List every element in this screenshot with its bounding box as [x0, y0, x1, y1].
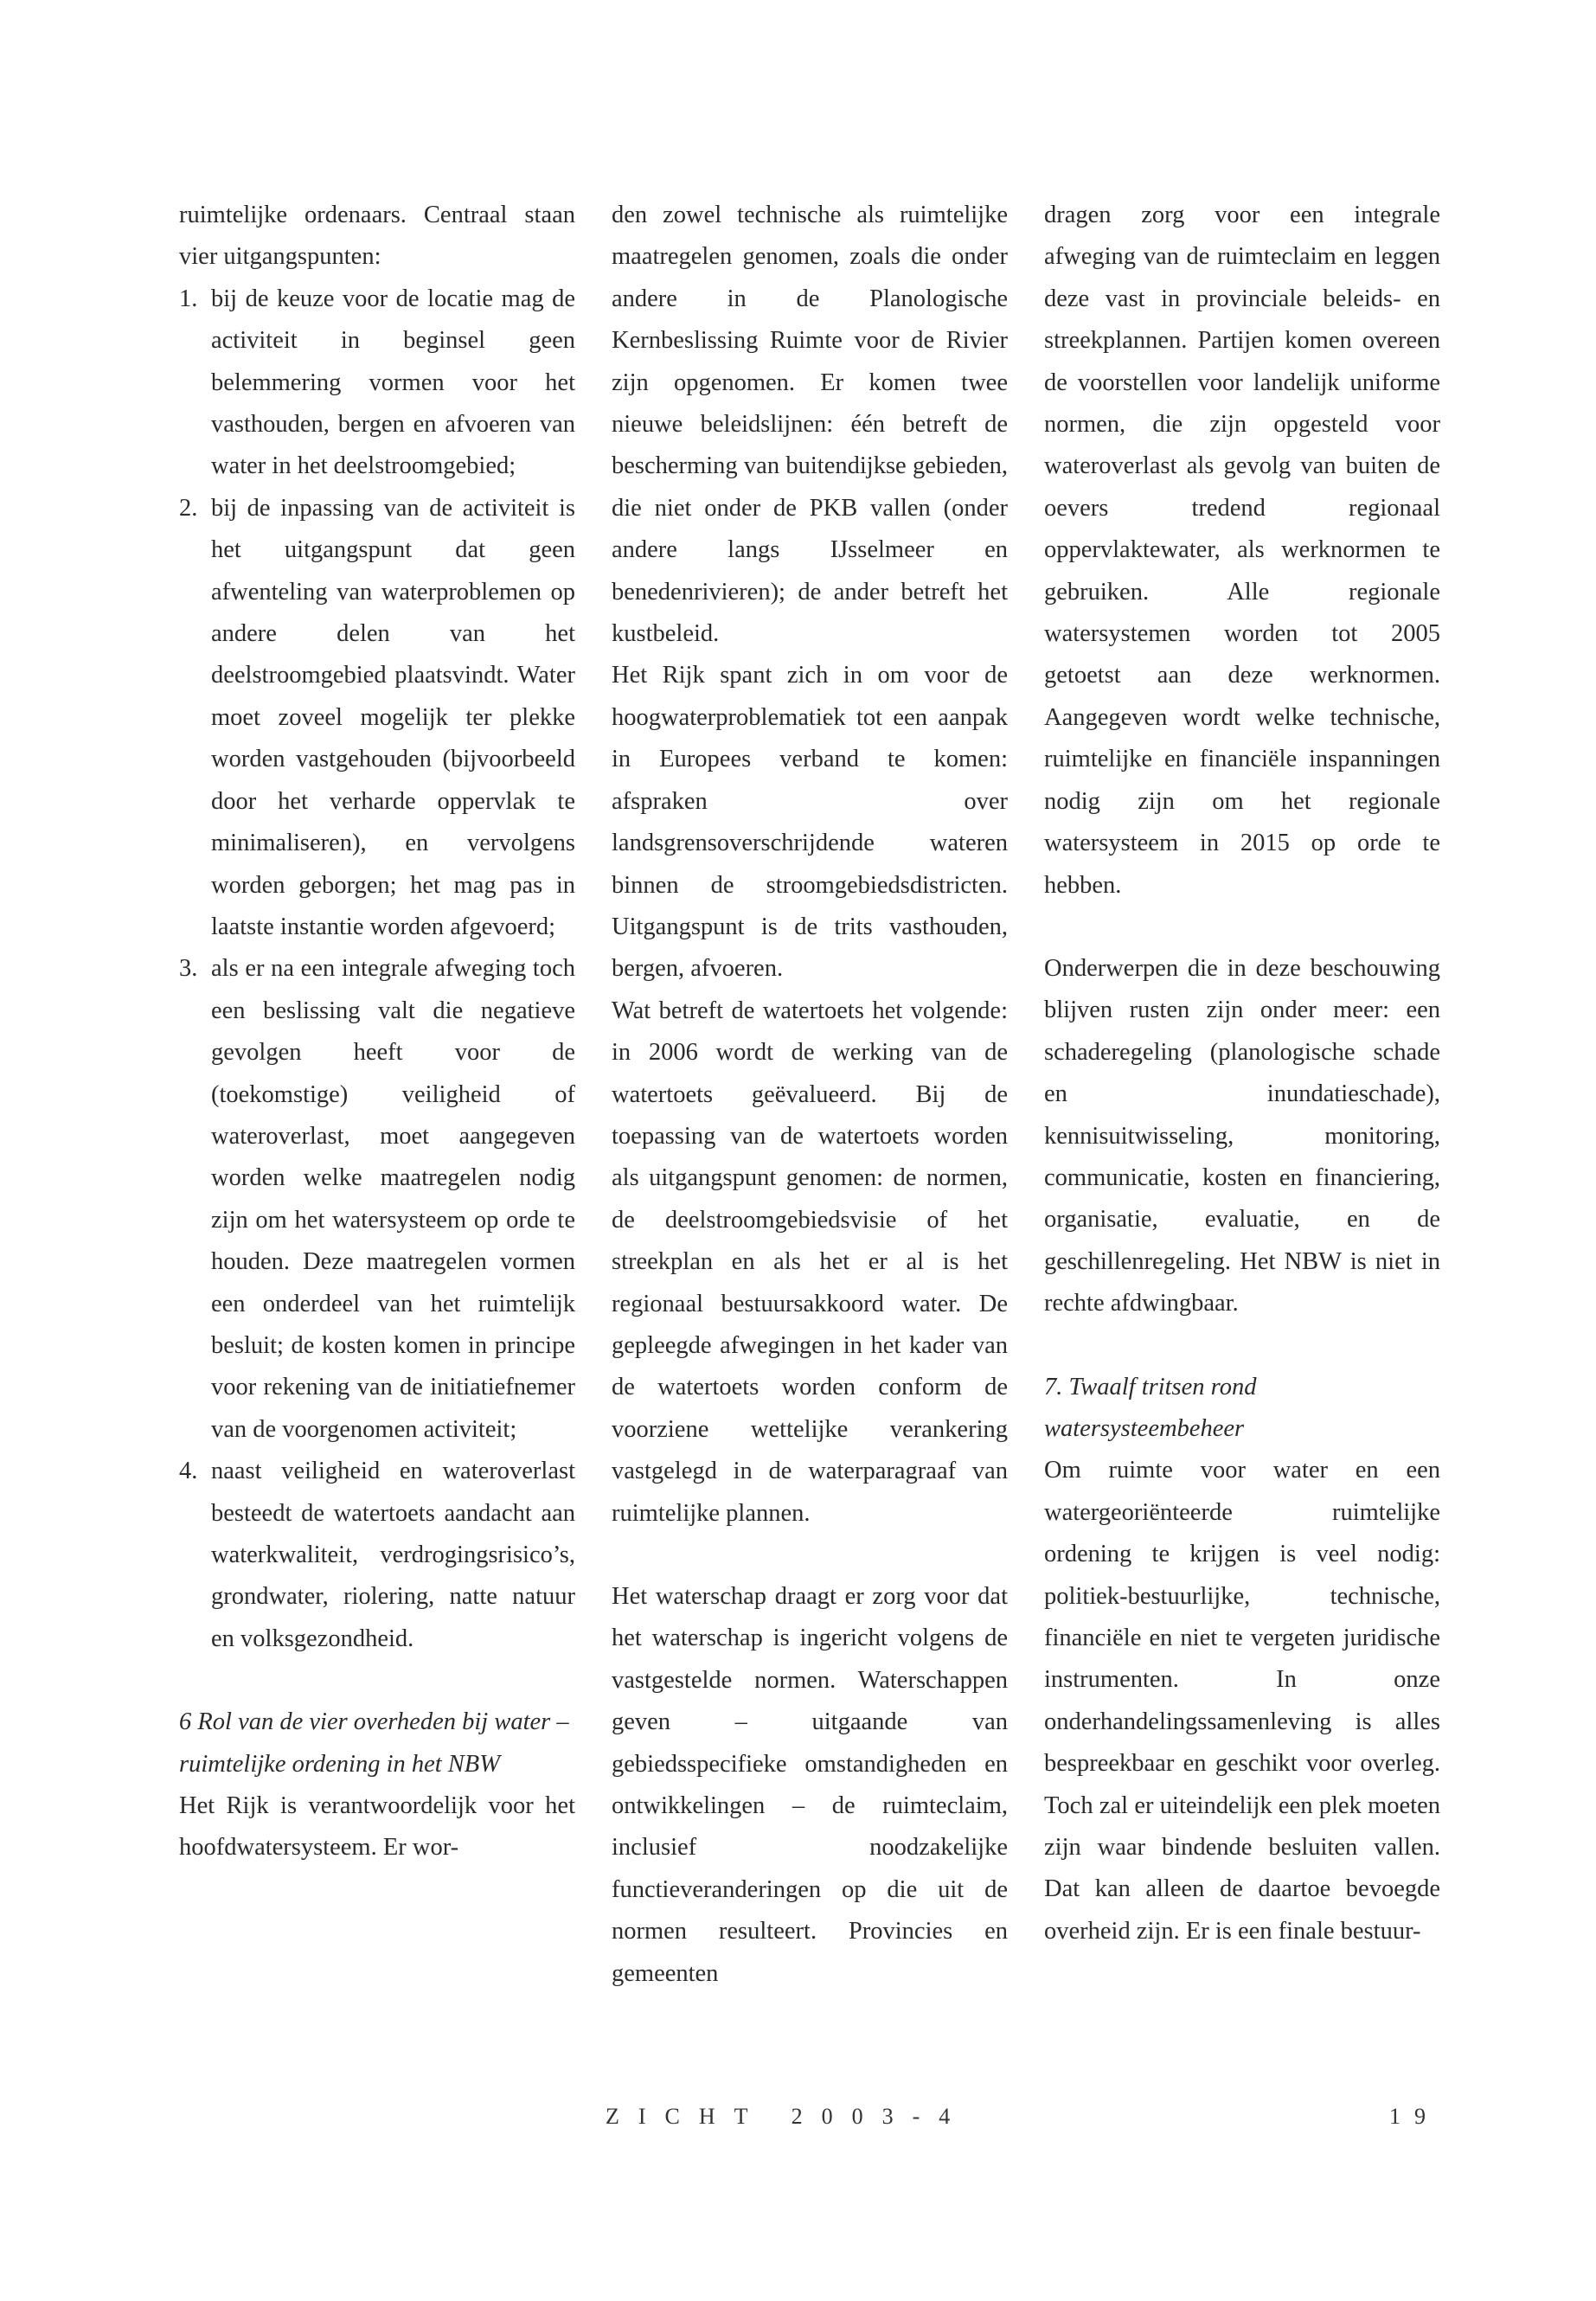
paragraph: Om ruimte voor water en een watergeoriënteerde ruimtelijke ordening te krijgen is veel nodig: politiek-bestuurlijke, technische, financiële en niet te vergeten juridische instrumenten. In onze onderhandelingssamenleving is alles bespreekbaar en geschikt voor overleg. Toch zal er uiteindelijk een plek moeten zijn waar bindende besluiten vallen. Dat kan alleen de daartoe bevoegde overheid zijn. Er is een finale bestuur- [1044, 1457, 1440, 1945]
section-heading: 7. Twaalf tritsen rond watersysteembeheer [1044, 1373, 1257, 1442]
list-item: 1. bij de keuze voor de locatie mag de activiteit in beginsel geen belemmering vormen voor het vasthouden, bergen en afvoeren van water in het deelstroomgebied; [179, 285, 575, 480]
list-item: 2. bij de inpassing van de activiteit is het uitgangspunt dat geen afwenteling van waterproblemen op andere delen van het deelstroomgebied plaatsvindt. Water moet zoveel mogelijk ter plekke worden vastgehouden (bijvoorbeeld door het verharde oppervlak te minimaliseren), en vervolgens worden geborgen; het mag pas in laatste instantie worden afgevoerd; [179, 494, 575, 940]
text-column-1 [179, 195, 575, 1869]
paragraph: Het Rijk spant zich in om voor de hoogwaterproblematiek tot een aanpak in Europees verband te komen: afspraken over landsgrensoverschrijdende wateren binnen de stroomgebiedsdistricten. Uitgangspunt is de trits vasthouden, bergen, afvoeren. [612, 662, 1008, 983]
section-heading: 6 Rol van de vier overheden bij water – ruimtelijke ordening in het NBW [179, 1708, 569, 1778]
paragraph: Het Rijk is verantwoordelijk voor het hoofdwatersysteem. Er wor- [179, 1792, 575, 1862]
running-title: ZICHT 2003-4 [606, 2104, 970, 2129]
page-number: 19 [1389, 2104, 1439, 2129]
paragraph: den zowel technische als ruimtelijke maatregelen genomen, zoals die onder andere in de Planologische Kernbeslissing Ruimte voor de Rivier zijn opgenomen. Er komen twee nieuwe beleidslijnen: één betreft de bescherming van buitendijkse gebieden, die niet onder de PKB vallen (onder andere langs IJsselmeer en benedenrivieren); de ander betreft het kustbeleid. [612, 202, 1008, 648]
paragraph: Het waterschap draagt er zorg voor dat het waterschap is ingericht volgens de vastgestelde normen. Waterschappen geven – uitgaande van gebiedsspecifieke omstandigheden en ontwikkelingen – de ruimteclaim, inclusief noodzakelijke functieveranderingen op die uit de normen resulteert. Provincies en gemeenten [612, 1583, 1008, 1987]
list-item: 4. naast veiligheid en wateroverlast besteedt de watertoets aandacht aan waterkwaliteit, verdrogingsrisico’s, grondwater, riolering, natte natuur en volksgezondheid. [179, 1458, 575, 1652]
paragraph: dragen zorg voor een integrale afweging van de ruimteclaim en leggen deze vast in provinciale beleids- en streekplannen. Partijen komen overeen de voorstellen voor landelijk uniforme normen, die zijn opgesteld voor wateroverlast als gevolg van buiten de oevers tredend regionaal oppervlaktewater, als werknormen te gebruiken. Alle regionale watersystemen worden tot 2005 getoetst aan deze werknormen. Aangegeven wordt welke technische, ruimtelijke en financiële inspanningen nodig zijn om het regionale watersysteem in 2015 op orde te hebben. [1044, 202, 1440, 899]
numbered-list [179, 279, 575, 1660]
paragraph: ruimtelijke ordenaars. Centraal staan vier uitgangspunten: [179, 202, 575, 271]
text-column-3 [1044, 195, 1440, 1952]
paragraph: Onderwerpen die in deze beschouwing blijven rusten zijn onder meer: een schaderegeling (planologische schade en inundatieschade), kennisuitwisseling, monitoring, communicatie, kosten en financiering, organisatie, evaluatie, en de geschillenregeling. Het NBW is niet in rechte afdwingbaar. [1044, 954, 1440, 1317]
paragraph: Wat betreft de watertoets het volgende: in 2006 wordt de werking van de watertoets geëvalueerd. Bij de toepassing van de watertoets worden als uitgangspunt genomen: de normen, de deelstroomgebiedsvisie of het streekplan en als het er al is het regionaal bestuursakkoord water. De gepleegde afwegingen in het kader van de watertoets worden conform de voorziene wettelijke verankering vastgelegd in de waterparagraaf van ruimtelijke plannen. [612, 997, 1008, 1527]
text-column-2 [612, 195, 1008, 1995]
list-item: 3. als er na een integrale afweging toch een beslissing valt die negatieve gevolgen heeft voor de (toekomstige) veiligheid of wateroverlast, moet aangegeven worden welke maatregelen nodig zijn om het watersysteem op orde te houden. Deze maatregelen vormen een onderdeel van het ruimtelijk besluit; de kosten komen in principe voor rekening van de initiatiefnemer van de voorgenomen activiteit; [179, 955, 575, 1443]
